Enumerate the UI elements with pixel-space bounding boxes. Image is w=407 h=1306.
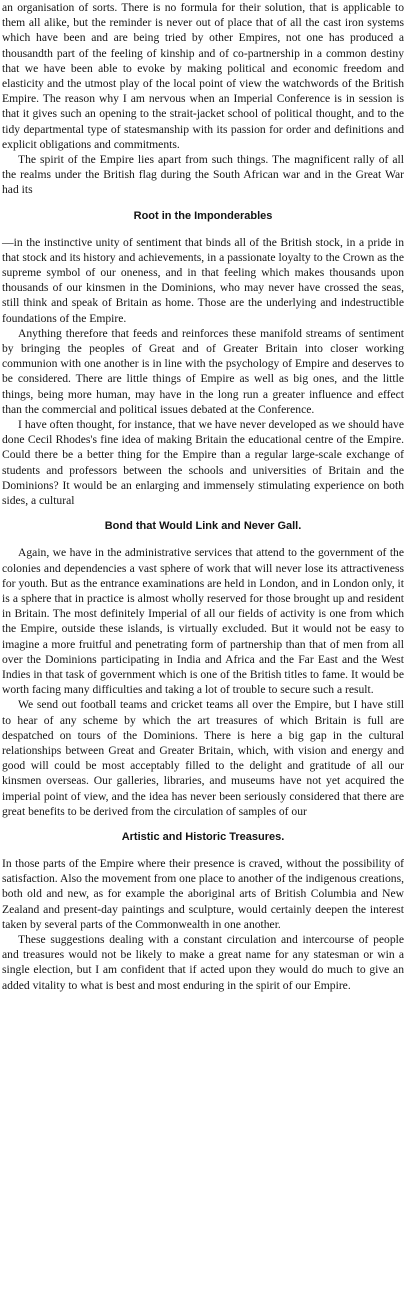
paragraph-intro: an organisation of sorts. There is no formula for their solution, that is applicable to them all alike, but the reminder is never out of place that of all the cast iron systems which have been and are being tried by other Empires, not one has produced a thousandth part of the feeling of kinship and of co-partnership in a common destiny that we have been able to evoke by making political and economic freedom and elasticity and the utmost play of the local point of view the watchwords of the British Empire. The reason why I am nervous when an Imperial Conference is in session is that it gives such an opening to the strait-jacket school of political thought, and to the tidy departmental type of statesmanship with its passion for order and definitions and explicit obligations and commitments. [2,1,404,151]
paragraph-spirit: The spirit of the Empire lies apart from such things. The magnificent rally of all the realms under the British flag during the South African war and in the Great War had its [2,153,404,197]
paragraph-sentiment: —in the instinctive unity of sentiment that binds all of the British stock, in a pride in that stock and its history and achievements, in a passionate loyalty to the Crown as the supreme symbol of our oneness, and in that feeling which makes thousands upon thousands of our kinsmen in the Dominions, who may never have crossed the seas, still think and speak of Britain as home. Those are the underlying and indestructible foundations of the Empire. [2,235,404,325]
paragraph-art-treasures: We send out football teams and cricket teams all over the Empire, but I have still to hear of any scheme by which the art treasures of which Britain is full are despatched on tours of the Dominions. There is here a big gap in the cultural relationships between Great and Greater Britain, which, with vision and energy and good will could be most acceptably filled to the delight and gratitude of all our kinsmen overseas. Our galleries, libraries, and museums have not yet acquired the imperial point of view, and the idea has never been seriously considered that there are great benefits to be derived from the circulation of samples of our [2,698,404,818]
paragraph-anything: Anything therefore that feeds and reinforces these manifold streams of sentiment by bringing the peoples of Great and of Greater Britain into closer working communion with one another is in line with the psychology of Empire and deserves to be considered. There are little things of Empire as well as big ones, and the little things, being more human, may have in the long run a greater influence and effect than the commercial and political issues debated at the Conference. [2,326,404,416]
paragraph-conclusion: These suggestions dealing with a constant circulation and intercourse of people and treasures would not be likely to make a great name for any statesman or win a single election, but I am confident that if acted upon they would do much to give an added vitality to what is best and most enduring in the spirit of our Empire. [2,932,404,992]
subheading-artistic-treasures: Artistic and Historic Treasures. [121,830,285,843]
paragraph-education: I have often thought, for instance, that we have never developed as we should have done Cecil Rhodes's fine idea of making Britain the educational centre of the Empire. Could there be a better thing for the Empire than a regular large-scale exchange of students and professors between the schools and universities of Britain and the Dominions? It would be an enlarging and immensely stimulating experience on both sides, a cultural [2,418,404,508]
subheading-root-imponderables: Root in the Imponderables [133,209,273,222]
paragraph-indigenous: In those parts of the Empire where their presence is craved, without the possibility of satisfaction. Also the movement from one place to another of the indigenous creations, both old and new, as for example the aboriginal arts of British Columbia and New Zealand and present-day paintings and sculpture, would certainly deepen the interest taken by several parts of the Commonwealth in one another. [2,856,404,931]
paragraph-administrative: Again, we have in the administrative services that attend to the government of the colonies and dependencies a vast sphere of work that will never lose its attractiveness for youth. But as the entrance examinations are held in London, and in London only, it is a sphere that in practice is almost wholly reserved for those brought up and resident in Britain. The most definitely Imperial of all our fields of activity is one from which the Empire, outside these islands, is virtually excluded. But it would not be easy to imagine a more fruitful and penetrating form of partnership than that of men from all over the Dominions participating in India and Africa and the Far East and the West Indies in that task of government which is one of the British titles to fame. It would be worth facing many difficulties and taking a lot of trouble to secure such a result. [2,546,404,697]
subheading-bond: Bond that Would Link and Never Gall. [104,520,302,533]
